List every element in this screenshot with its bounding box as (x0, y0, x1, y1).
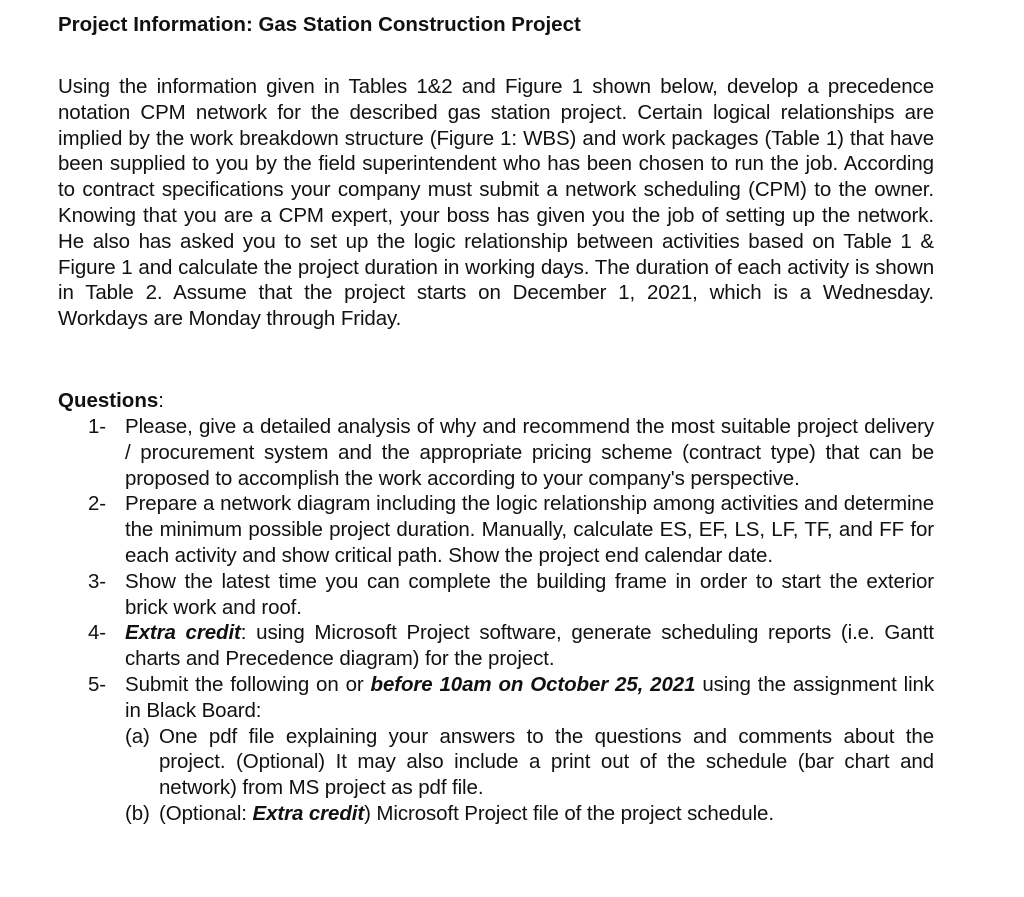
sub-item-marker: (b) (125, 801, 150, 825)
sub-item-a (125, 724, 934, 801)
question-item-2 (88, 491, 934, 568)
extra-credit-label: Extra credit (125, 621, 241, 645)
question-number: 3- (88, 569, 107, 593)
question-text-pre: Submit the following on or (125, 672, 371, 696)
question-number: 1- (88, 414, 107, 438)
sub-item-text: One pdf file explaining your answers to the questions and comments about the project. (Optional) It may also include a print out of the schedule (bar chart and network) from MS project as pdf file. (159, 724, 934, 800)
question-text-post: using the assignment link in Black Board: (125, 672, 934, 722)
question-number: 4- (88, 621, 107, 645)
question-number: 2- (88, 492, 107, 516)
question-number: 5- (88, 672, 107, 696)
questions-heading-label: Questions (58, 388, 159, 412)
question-text: Show the latest time you can complete the building frame in order to start the exterior brick work and roof. (125, 569, 934, 619)
question-item-5 (88, 672, 934, 827)
questions-heading-colon: : (158, 388, 164, 412)
title-rest: : Gas Station Construction Project (245, 13, 581, 36)
sub-item-b (125, 801, 934, 827)
question-item-3 (88, 569, 934, 621)
question-item-4 (88, 620, 934, 672)
deadline-text: before 10am on October 25, 2021 (370, 672, 696, 696)
page-title (58, 10, 934, 40)
extra-credit-label: Extra credit (252, 801, 365, 825)
question-item-1 (88, 414, 934, 491)
questions-heading (58, 388, 934, 414)
intro-paragraph: Using the information given in Tables 1&2 and Figure 1 shown below, develop a precedence notation CPM network for the described gas station project. Certain logical relationships are implied by the work breakdown structure (Figure 1: WBS) and work packages (Table 1) that have been supplied to you by the field superintendent who has been chosen to run the job. According to contract specifications your company must submit a network scheduling (CPM) to the owner. Knowing that you are a CPM expert, your boss has given you the job of setting up the network. He also has asked you to set up the logic relationship between activities based on Table 1 & Figure 1 and calculate the project duration in working days. The duration of each activity is shown in Table 2. Assume that the project starts on December 1, 2021, which is a Wednesday. Workdays are Monday through Friday. (58, 75, 934, 331)
question-text: : using Microsoft Project software, generate scheduling reports (i.e. Gantt charts and Precedence diagram) for the project. (125, 621, 934, 671)
questions-list (58, 414, 934, 827)
question-text: Please, give a detailed analysis of why and recommend the most suitable project delivery / procurement system and the appropriate pricing scheme (contract type) that can be proposed to accomplish the work according to your company's perspective. (125, 414, 934, 490)
sub-item-text-pre: (Optional: (159, 801, 253, 825)
title-label: Project Information (58, 13, 246, 36)
question-text: Prepare a network diagram including the logic relationship among activities and determine the minimum possible project duration. Manually, calculate ES, EF, LS, LF, TF, and FF for each activity and show critical path. Show the project end calendar date. (125, 492, 934, 567)
sub-item-marker: (a) (125, 724, 150, 748)
sub-item-text-post: ) Microsoft Project file of the project schedule. (364, 801, 774, 825)
